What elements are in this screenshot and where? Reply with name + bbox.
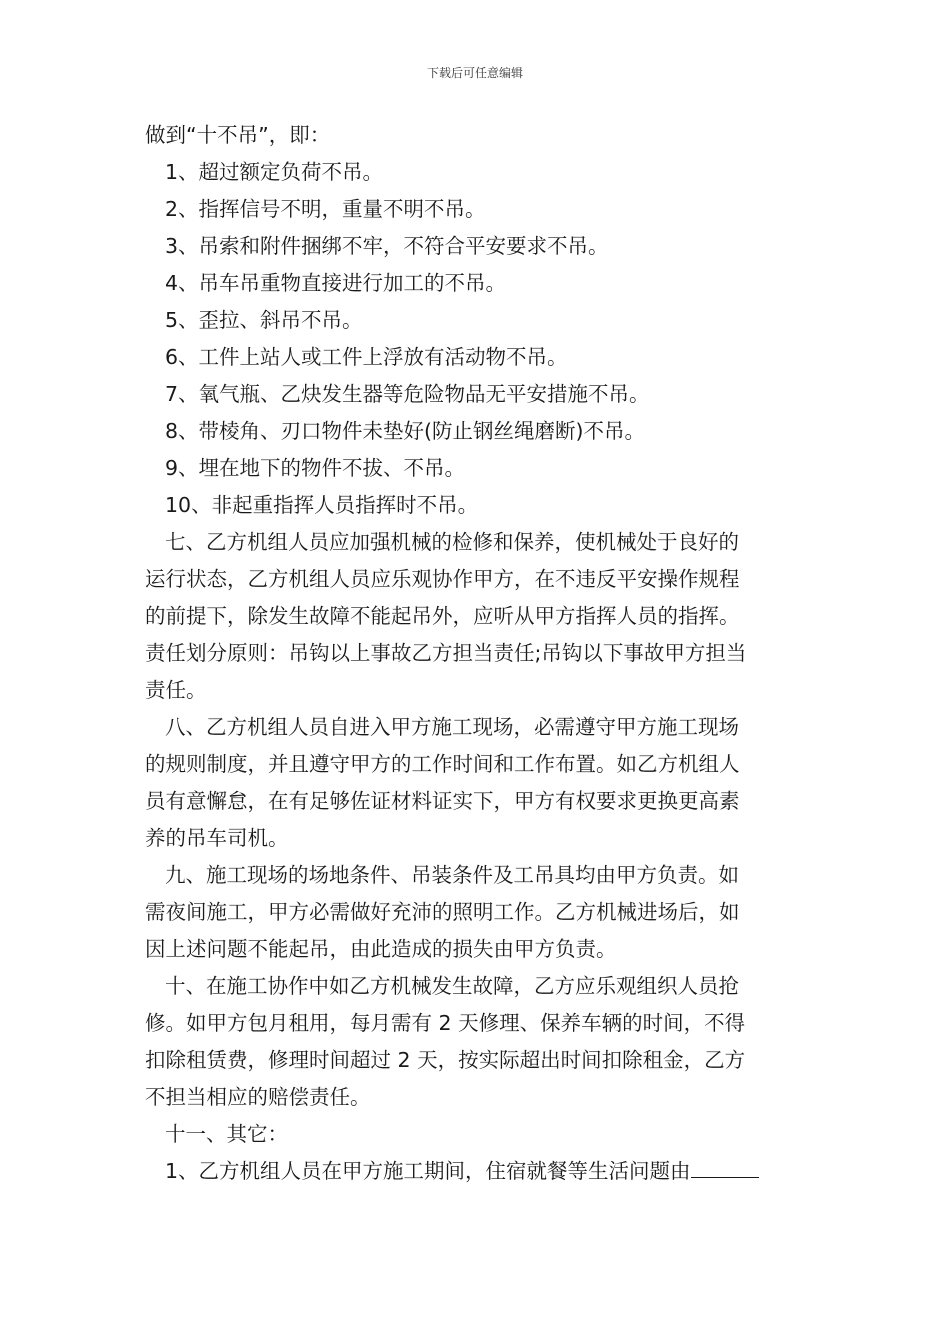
rule-item: 1、超过额定负荷不吊。 [165, 160, 384, 184]
page-header: 下载后可任意编辑 [426, 66, 523, 80]
section-eleven [145, 1116, 809, 1190]
section-eight [145, 709, 809, 857]
fill-in-blank[interactable] [691, 1155, 759, 1178]
paragraph-line: 责任。 [145, 678, 207, 702]
section-ten [145, 968, 809, 1116]
section-seven [145, 524, 809, 709]
paragraph-line: 扣除租赁费，修理时间超过 2 天，按实际超出时间扣除租金，乙方 [145, 1048, 746, 1072]
paragraph-line: 七、乙方机组人员应加强机械的检修和保养，使机械处于良好的 [165, 530, 739, 554]
rule-item: 8、带棱角、刃口物件未垫好(防止钢丝绳磨断)不吊。 [165, 419, 646, 443]
paragraph-line: 十、在施工协作中如乙方机械发生故障，乙方应乐观组织人员抢 [165, 974, 739, 998]
paragraph-line: 的前提下，除发生故障不能起吊外，应听从甲方指挥人员的指挥。 [145, 604, 740, 628]
paragraph-line: 员有意懈怠，在有足够佐证材料证实下，甲方有权要求更换更高素 [145, 789, 740, 813]
paragraph-line: 修。如甲方包月租用，每月需有 2 天修理、保养车辆的时间，不得 [145, 1011, 746, 1035]
rule-item: 3、吊索和附件捆绑不牢，不符合平安要求不吊。 [165, 234, 609, 258]
rule-item: 4、吊车吊重物直接进行加工的不吊。 [165, 271, 507, 295]
rule-item: 9、埋在地下的物件不拔、不吊。 [165, 456, 466, 480]
rule-item: 7、氧气瓶、乙炔发生器等危险物品无平安措施不吊。 [165, 382, 650, 406]
paragraph-line: 的规则制度，并且遵守甲方的工作时间和工作布置。如乙方机组人 [145, 752, 740, 776]
rule-item: 6、工件上站人或工件上浮放有活动物不吊。 [165, 345, 568, 369]
paragraph-line: 养的吊车司机。 [145, 826, 289, 850]
rule-item: 10、非起重指挥人员指挥时不吊。 [165, 493, 479, 517]
other-item [145, 1153, 809, 1190]
paragraph-line: 不担当相应的赔偿责任。 [145, 1085, 371, 1109]
section-heading: 十一、其它： [165, 1122, 288, 1146]
paragraph-line: 因上述问题不能起吊，由此造成的损失由甲方负责。 [145, 937, 617, 961]
rule-item: 2、指挥信号不明，重量不明不吊。 [165, 197, 486, 221]
document-body [145, 117, 809, 1190]
section-nine [145, 857, 809, 968]
paragraph-line: 需夜间施工，甲方必需做好充沛的照明工作。乙方机械进场后，如 [145, 900, 740, 924]
paragraph-line: 八、乙方机组人员自进入甲方施工现场，必需遵守甲方施工现场 [165, 715, 739, 739]
rules-list [145, 154, 809, 524]
paragraph-line: 运行状态，乙方机组人员应乐观协作甲方，在不违反平安操作规程 [145, 567, 740, 591]
intro-line: 做到“十不吊”，即： [145, 123, 331, 147]
other-item-text: 1、乙方机组人员在甲方施工期间，住宿就餐等生活问题由 [165, 1159, 691, 1183]
rule-item: 5、歪拉、斜吊不吊。 [165, 308, 363, 332]
paragraph-line: 九、施工现场的场地条件、吊装条件及工吊具均由甲方负责。如 [165, 863, 739, 887]
paragraph-line: 责任划分原则：吊钩以上事故乙方担当责任;吊钩以下事故甲方担当 [145, 641, 747, 665]
